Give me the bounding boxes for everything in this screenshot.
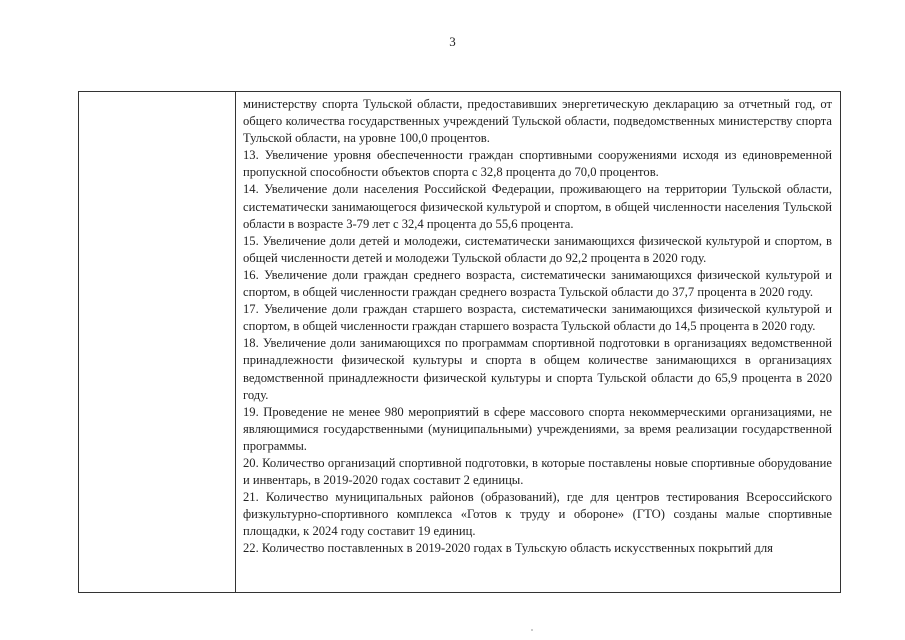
paragraph-15: 15. Увеличение доли детей и молодежи, систематически занимающихся физической культурой и спортом, в общей численности детей и молодежи Тульской области до 92,2 процента в 2020 году. [243, 233, 832, 265]
paragraph-21: 21. Количество муниципальных районов (образований), где для центров тестирования Всероссийского физкультурно-спортивного комплекса «Готов к труду и обороне» (ГТО) созданы малые спортивные площадки, к 2024 году составит 19 единиц. [243, 490, 832, 539]
page-number: 3 [449, 34, 456, 49]
paragraph-22: 22. Количество поставленных в 2019-2020 годах в Тульскую область искусственных покрытий для [243, 541, 773, 556]
paragraph-17: 17. Увеличение доли граждан старшего возраста, систематически занимающихся физической культурой и спортом, в общей численности граждан старшего возраста Тульской области до 14,5 процента в 2020 году. [243, 302, 832, 334]
paragraph-16: 16. Увеличение доли граждан среднего возраста, систематически занимающихся физической культурой и спортом, в общей численности граждан среднего возраста Тульской области до 37,7 процента в 2020 году. [243, 267, 832, 300]
paragraph-18: 18. Увеличение доли занимающихся по программам спортивной подготовки в организациях ведомственной принадлежности физической культуры и спорта в общем количестве занимающихся в организациях ведомственной принадлежности физической культуры и спорта Тульской области до 65,9 процента в 2020 году. [243, 336, 832, 402]
paragraph-20: 20. Количество организаций спортивной подготовки, в которые поставлены новые спортивные оборудование и инвентарь, в 2019-2020 годах составит 2 единицы. [243, 455, 832, 488]
document-table [78, 91, 841, 593]
table-right-cell [236, 92, 840, 592]
paragraph-14: 14. Увеличение доли населения Российской Федерации, проживающего на территории Тульской области, систематически занимающегося физической культурой и спортом, в общей численности населения Тульской области в возрасте 3-79 лет с 32,4 процента до 55,6 процента. [243, 182, 832, 231]
paragraph-13: 13. Увеличение уровня обеспеченности граждан спортивными сооружениями исходя из единовременной пропускной способности объектов спорта с 32,8 процента до 70,0 процентов. [243, 148, 832, 180]
scan-speck [531, 629, 533, 631]
table-left-cell [79, 92, 236, 592]
paragraph-12-continuation: министерству спорта Тульской области, предоставивших энергетическую декларацию за отчетный год, от общего количества государственных учреждений Тульской области, подведомственных министерству спорта Тульской области, на уровне 100,0 процентов. [243, 97, 832, 146]
paragraph-19: 19. Проведение не менее 980 мероприятий в сфере массового спорта некоммерческими организациями, не являющимися государственными (муниципальными) учреждениями, за время реализации государственной программы. [243, 404, 832, 453]
